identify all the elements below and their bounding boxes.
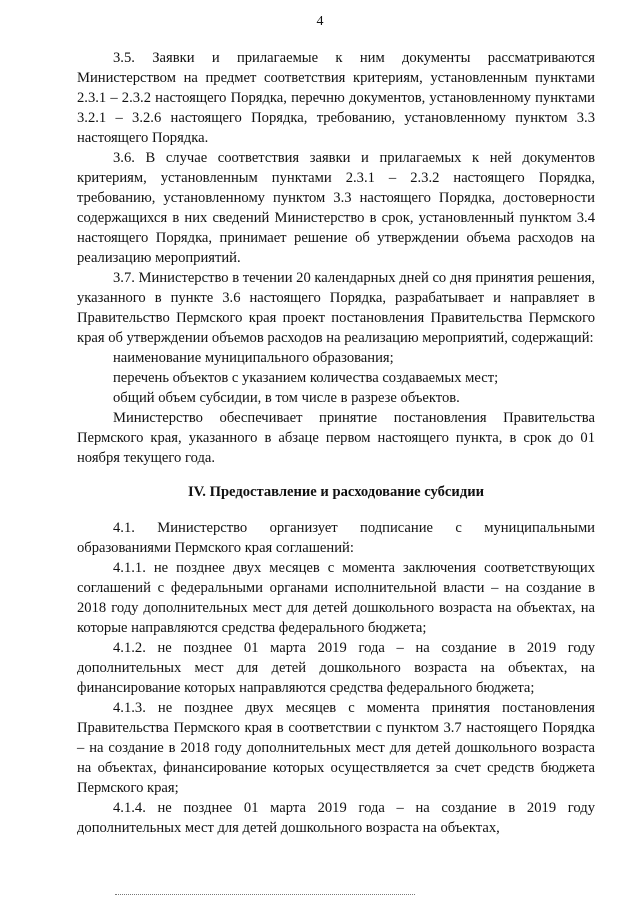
paragraph-4-1-3: 4.1.3. не позднее двух месяцев с момента принятия постановления Правительства Пермского края в соответствии с пунктом 3.7 настоящего Порядка – на создание в 2018 году дополнительных мест для детей дошкольного возраста на объектах, финансирование которых осуществляется за счет средств бюджета Пермского края; (77, 700, 595, 796)
list-item-municipality: наименование муниципального образования; (113, 350, 394, 366)
paragraph-3-7-continued: Министерство обеспечивает принятие постановления Правительства Пермского края, указанного в абзаце первом настоящего пункта, в срок до 01 ноября текущего года. (77, 410, 595, 466)
paragraph-3-7: 3.7. Министерство в течении 20 календарных дней со дня принятия решения, указанного в пункте 3.6 настоящего Порядка, разрабатывает и направляет в Правительство Пермского края проект постановления Правительства Пермского края об утверждении объемов расходов на реализацию мероприятий, содержащий: (77, 270, 595, 346)
page-number: 4 (316, 14, 324, 29)
paragraph-4-1: 4.1. Министерство организует подписание с муниципальными образованиями Пермского края соглашений: (77, 520, 595, 556)
list-item-subsidy-volume: общий объем субсидии, в том числе в разрезе объектов. (113, 390, 460, 406)
scan-artifact-divider (115, 894, 415, 897)
paragraph-3-5: 3.5. Заявки и прилагаемые к ним документы рассматриваются Министерством на предмет соответствия критериям, установленным пунктами 2.3.1 – 2.3.2 настоящего Порядка, перечню документов, установленному пунктами 3.2.1 – 3.2.6 настоящего Порядка, требованию, установленному пунктом 3.3 настоящего Порядка. (77, 50, 595, 146)
paragraph-4-1-2: 4.1.2. не позднее 01 марта 2019 года – на создание в 2019 году дополнительных мест для детей дошкольного возраста на объектах, на финансирование которых направляются средства федерального бюджета; (77, 640, 595, 696)
paragraph-4-1-1: 4.1.1. не позднее двух месяцев с момента заключения соответствующих соглашений с федеральными органами исполнительной власти – на создание в 2018 году дополнительных мест для детей дошкольного возраста на объектах, на которые направляются средства федерального бюджета; (77, 560, 595, 636)
paragraph-3-6: 3.6. В случае соответствия заявки и прилагаемых к ней документов критериям, установленным пунктами 2.3.1 – 2.3.2 настоящего Порядка, требованию, установленному пунктом 3.3 настоящего Порядка, достоверности содержащихся в них сведений Министерство в срок, установленный пунктом 3.4 настоящего Порядка, принимает решение об утверждении объема расходов на реализацию мероприятий. (77, 150, 595, 266)
section-heading-iv: IV. Предоставление и расходование субсидии (187, 484, 485, 500)
paragraph-4-1-4: 4.1.4. не позднее 01 марта 2019 года – на создание в 2019 году дополнительных мест для детей дошкольного возраста на объектах, (77, 800, 595, 836)
document-body (77, 48, 595, 838)
list-item-objects: перечень объектов с указанием количества создаваемых мест; (113, 370, 499, 386)
